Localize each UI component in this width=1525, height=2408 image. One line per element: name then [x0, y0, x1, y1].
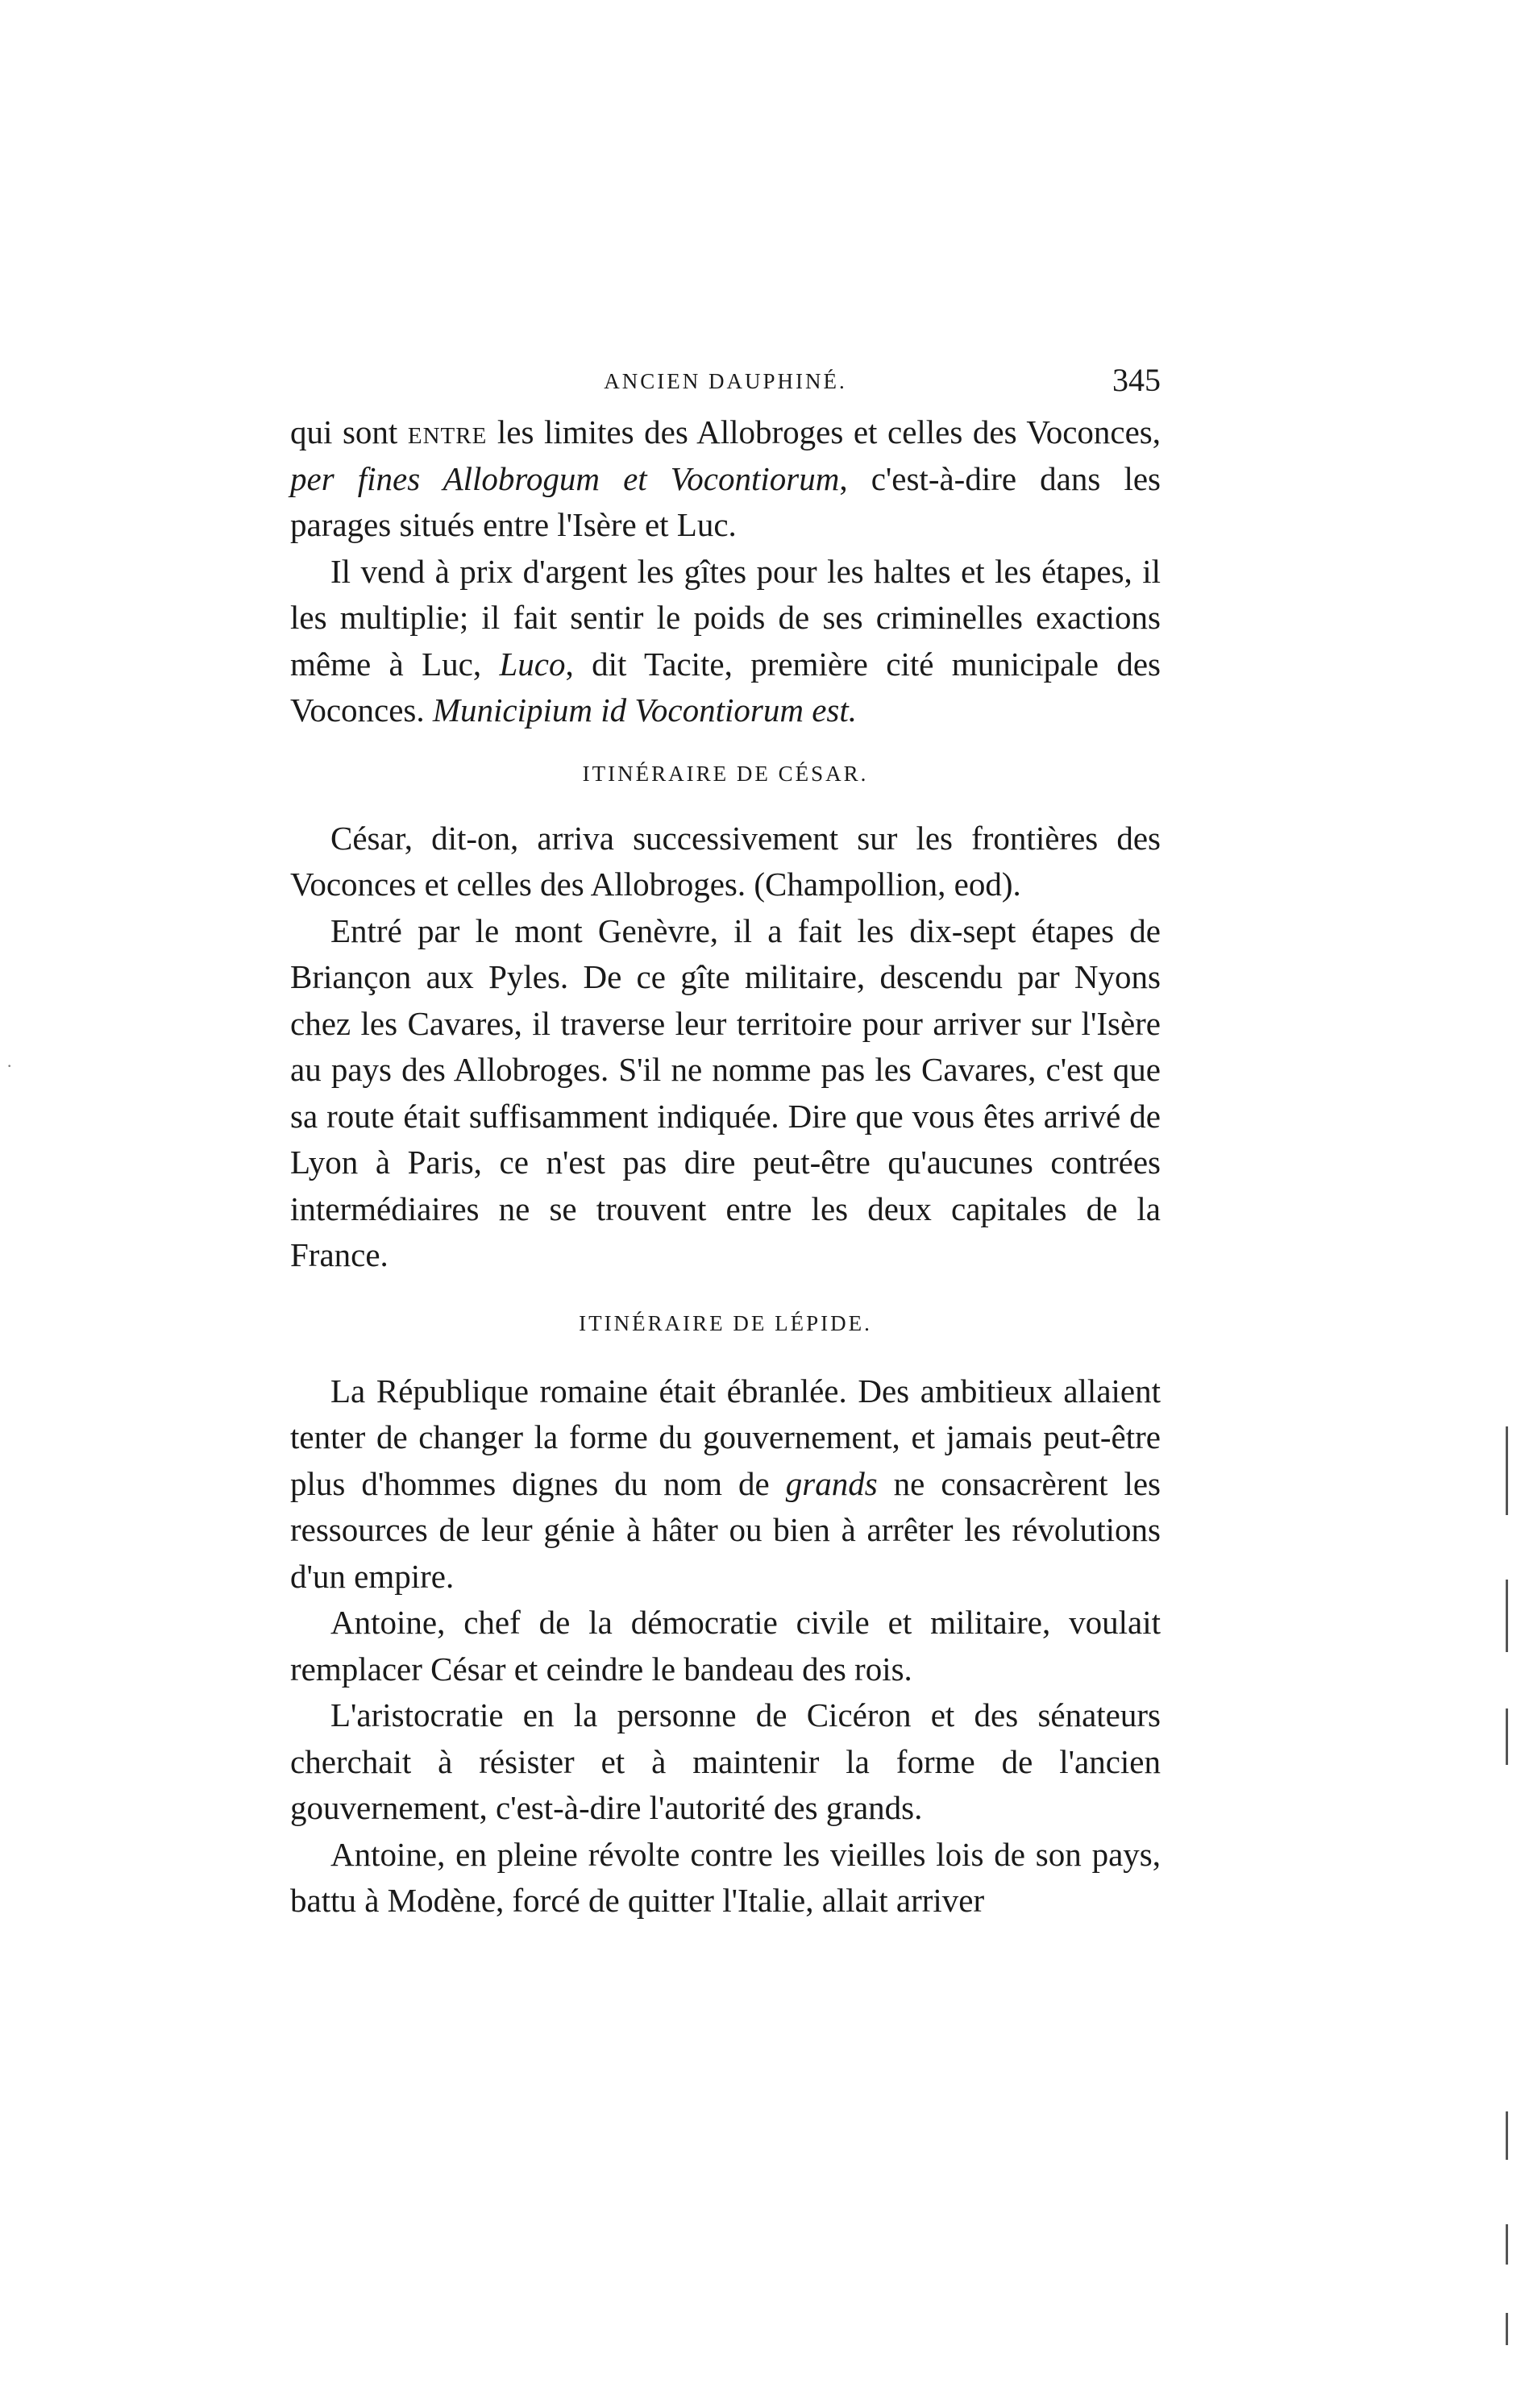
paragraph-1-post: , c'est-à-dire dans les parages situés entre l'Isère et Luc.: [290, 459, 1161, 543]
paragraph-1-mid: les limites des Allobroges et celles des Voconces,: [487, 413, 1161, 450]
margin-stray-mark-left: ·: [6, 1056, 13, 1076]
margin-scan-mark-5: [1506, 2224, 1508, 2265]
paragraph-1-pre: qui sont: [290, 413, 408, 450]
paragraph-1-keyword: entre: [407, 413, 488, 450]
running-head: [290, 361, 1161, 409]
margin-scan-mark-3: [1506, 1708, 1508, 1765]
paragraph-6: Antoine, chef de la démocratie civile et militaire, voulait remplacer César et ceindre le bandeau des rois.: [290, 1604, 1161, 1688]
paragraph-2-pre: Il vend à prix d'argent les gîtes pour les haltes et les étapes, il les multiplie; il fait sentir le poids de ses criminelles exactions même à Luc,: [290, 552, 1161, 683]
book-page: [290, 361, 1161, 1924]
paragraph-2-latin-1: Luco: [499, 645, 566, 683]
margin-scan-mark-2: [1506, 1580, 1508, 1652]
paragraph-7: L'aristocratie en la personne de Cicéron et des sénateurs cherchait à résister et à maintenir la forme de l'ancien gouvernement, c'est-à-dire l'autorité des grands.: [290, 1696, 1161, 1826]
page-number: 345: [1112, 362, 1161, 398]
paragraph-5: [290, 1368, 1161, 1600]
heading-itineraire-lepide: ITINÉRAIRE DE LÉPIDE.: [579, 1310, 872, 1335]
running-title: ANCIEN DAUPHINÉ.: [604, 369, 847, 393]
paragraph-5-italic: grands: [785, 1464, 878, 1502]
margin-scan-mark-6: [1506, 2313, 1508, 2345]
paragraph-3: César, dit-on, arriva successivement sur les frontières des Voconces et celles des Allobroges. (Champollion, eod).: [290, 819, 1161, 903]
paragraph-8: Antoine, en pleine révolte contre les vieilles lois de son pays, battu à Modène, forcé de quitter l'Italie, allait arriver: [290, 1835, 1161, 1919]
margin-scan-mark-4: [1506, 2111, 1508, 2160]
paragraph-2-mid: , dit Tacite, première cité municipale des Voconces.: [290, 645, 1161, 729]
paragraph-5-pre: La République romaine était ébranlée. Des ambitieux allaient tenter de changer la forme du gouvernement, et jamais peut-être plus d'hommes dignes du nom de: [290, 1372, 1161, 1502]
margin-scan-mark-1: [1506, 1426, 1508, 1515]
heading-itineraire-cesar: ITINÉRAIRE DE CÉSAR.: [582, 761, 869, 786]
paragraph-5-post: ne consacrèrent les ressources de leur génie à hâter ou bien à arrêter les révolutions d'un empire.: [290, 1464, 1161, 1595]
paragraph-4: Entré par le mont Genèvre, il a fait les dix-sept étapes de Briançon aux Pyles. De ce gîte militaire, descendu par Nyons chez les Cavares, il traverse leur territoire pour arriver sur l'Isère au pays des Allobroges. S'il ne nomme pas les Cavares, c'est que sa route était suffisamment indiquée. Dire que vous êtes arrivé de Lyon à Paris, ce n'est pas dire peut-être qu'aucunes contrées intermédiaires ne se trouvent entre les deux capitales de la France.: [290, 911, 1161, 1273]
paragraph-2-latin-2: Municipium id Vocontiorum est.: [432, 691, 857, 729]
paragraph-1-latin: per fines Allobrogum et Vocontiorum: [290, 459, 840, 497]
paragraph-2: [290, 549, 1161, 734]
paragraph-1: [290, 409, 1161, 549]
